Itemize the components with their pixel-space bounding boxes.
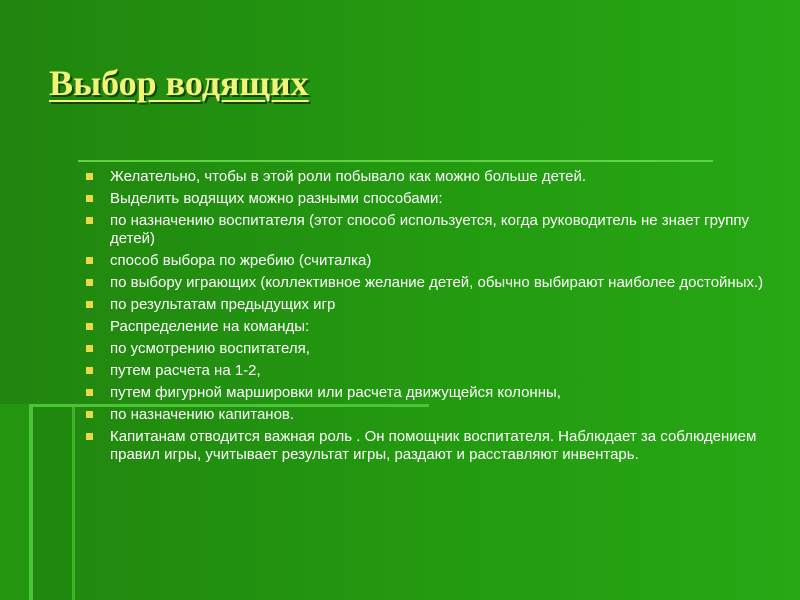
bullet-item (86, 296, 776, 314)
bullet-item (86, 362, 776, 380)
decorative-band (0, 404, 29, 600)
decorative-vertical-line-left (29, 404, 33, 600)
square-bullet-icon (86, 411, 93, 418)
bullet-item (86, 274, 776, 292)
decorative-vertical-line-inner (72, 404, 75, 600)
square-bullet-icon (86, 173, 93, 180)
bullet-item (86, 406, 776, 424)
bullet-text: Капитанам отводится важная роль . Он помощник воспитателя. Наблюдает за соблюдением правил игры, учитывает результат игры, раздают и расставляют инвентарь. (110, 428, 757, 463)
bullet-text: по выбору играющих (коллективное желание детей, обычно выбирают наиболее достойных.) (110, 274, 764, 291)
square-bullet-icon (86, 301, 93, 308)
bullet-list (86, 168, 776, 468)
bullet-item (86, 212, 776, 248)
bullet-item (86, 318, 776, 336)
bullet-item (86, 428, 776, 464)
bullet-item (86, 190, 776, 208)
bullet-item (86, 252, 776, 270)
bullet-text: Распределение на команды: (110, 318, 310, 335)
square-bullet-icon (86, 367, 93, 374)
slide-title: Выбор водящих (49, 63, 309, 103)
square-bullet-icon (86, 217, 93, 224)
bullet-text: Выделить водящих можно разными способами: (110, 190, 443, 207)
bullet-text: по назначению капитанов. (110, 406, 295, 423)
bullet-text: по усмотрению воспитателя, (110, 340, 310, 357)
square-bullet-icon (86, 389, 93, 396)
bullet-text: Желательно, чтобы в этой роли побывало как можно больше детей. (110, 168, 587, 185)
bullet-text: по результатам предыдущих игр (110, 296, 336, 313)
square-bullet-icon (86, 279, 93, 286)
bullet-text: по назначению воспитателя (этот способ используется, когда руководитель не знает группу детей) (110, 212, 750, 247)
bullet-item (86, 340, 776, 358)
square-bullet-icon (86, 345, 93, 352)
square-bullet-icon (86, 433, 93, 440)
bullet-text: путем расчета на 1-2, (110, 362, 261, 379)
title-divider-line (78, 160, 713, 162)
bullet-text: способ выбора по жребию (считалка) (110, 252, 372, 269)
bullet-item (86, 168, 776, 186)
square-bullet-icon (86, 195, 93, 202)
bullet-item (86, 384, 776, 402)
square-bullet-icon (86, 323, 93, 330)
square-bullet-icon (86, 257, 93, 264)
bullet-text: путем фигурной маршировки или расчета движущейся колонны, (110, 384, 561, 401)
